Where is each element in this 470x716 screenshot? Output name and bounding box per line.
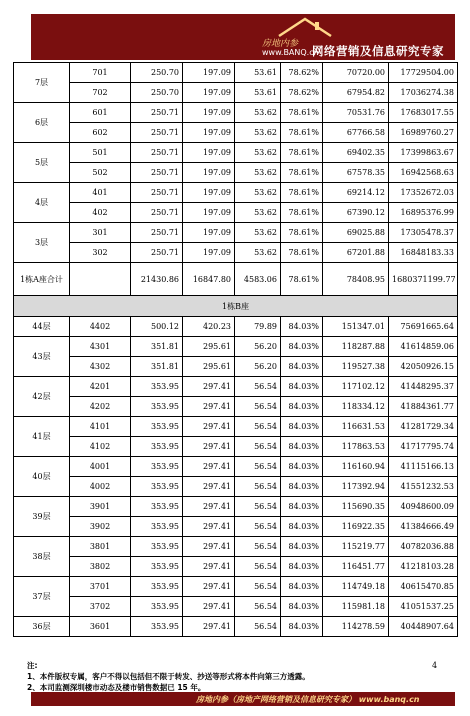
value-cell: 117392.94 <box>323 477 389 497</box>
table-row <box>14 577 458 597</box>
value-cell: 41614859.06 <box>389 337 458 357</box>
table-row <box>14 517 458 537</box>
value-cell: 70720.00 <box>323 63 389 83</box>
unit-cell: 601 <box>70 103 131 123</box>
value-cell: 84.03% <box>281 377 323 397</box>
value-cell: 17036274.38 <box>389 83 458 103</box>
price-table <box>13 62 458 637</box>
value-cell: 84.03% <box>281 477 323 497</box>
value-cell: 41717795.74 <box>389 437 458 457</box>
unit-cell: 602 <box>70 123 131 143</box>
value-cell: 41384666.49 <box>389 517 458 537</box>
value-cell: 17305478.37 <box>389 223 458 243</box>
floor-cell: 38层 <box>14 537 70 577</box>
value-cell: 41551232.53 <box>389 477 458 497</box>
value-cell: 84.03% <box>281 397 323 417</box>
value-cell: 84.03% <box>281 597 323 617</box>
value-cell: 297.41 <box>183 577 235 597</box>
value-cell: 53.62 <box>235 163 281 183</box>
value-cell: 84.03% <box>281 437 323 457</box>
value-cell: 353.95 <box>131 477 183 497</box>
value-cell: 53.61 <box>235 63 281 83</box>
value-cell: 351.81 <box>131 357 183 377</box>
unit-cell: 4001 <box>70 457 131 477</box>
value-cell: 84.03% <box>281 497 323 517</box>
unit-cell: 3801 <box>70 537 131 557</box>
value-cell: 119527.38 <box>323 357 389 377</box>
table-row <box>14 83 458 103</box>
value-cell: 56.20 <box>235 357 281 377</box>
floor-cell: 42层 <box>14 377 70 417</box>
value-cell: 297.41 <box>183 497 235 517</box>
value-cell: 118287.88 <box>323 337 389 357</box>
floor-cell: 36层 <box>14 617 70 637</box>
unit-cell: 3601 <box>70 617 131 637</box>
value-cell: 78.62% <box>281 63 323 83</box>
total-value: 21430.86 <box>131 263 183 296</box>
value-cell: 116160.94 <box>323 457 389 477</box>
footer-notes <box>27 660 310 693</box>
value-cell: 297.41 <box>183 557 235 577</box>
table-row <box>14 477 458 497</box>
value-cell: 197.09 <box>183 203 235 223</box>
page-number: 4 <box>432 661 438 670</box>
value-cell: 53.62 <box>235 123 281 143</box>
value-cell: 69402.35 <box>323 143 389 163</box>
value-cell: 56.54 <box>235 437 281 457</box>
table-row <box>14 143 458 163</box>
value-cell: 297.41 <box>183 537 235 557</box>
note-1: 1、本件版权专属，客户不得以包括但不限于转发、抄送等形式将本件向第三方透露。 <box>27 672 310 681</box>
value-cell: 116922.35 <box>323 517 389 537</box>
table-row <box>14 397 458 417</box>
value-cell: 197.09 <box>183 103 235 123</box>
value-cell <box>70 263 131 296</box>
value-cell: 16942568.63 <box>389 163 458 183</box>
floor-cell: 43层 <box>14 337 70 377</box>
value-cell: 295.61 <box>183 337 235 357</box>
value-cell: 197.09 <box>183 223 235 243</box>
table-row <box>14 437 458 457</box>
value-cell: 250.71 <box>131 243 183 263</box>
floor-cell: 3层 <box>14 223 70 263</box>
value-cell: 115981.18 <box>323 597 389 617</box>
value-cell: 84.03% <box>281 357 323 377</box>
value-cell: 197.09 <box>183 143 235 163</box>
unit-cell: 302 <box>70 243 131 263</box>
value-cell: 351.81 <box>131 337 183 357</box>
floor-cell: 41层 <box>14 417 70 457</box>
value-cell: 297.41 <box>183 617 235 637</box>
table-row <box>14 63 458 83</box>
total-label: 1栋A座合计 <box>14 263 70 296</box>
floor-cell: 39层 <box>14 497 70 537</box>
value-cell: 67766.58 <box>323 123 389 143</box>
value-cell: 67954.82 <box>323 83 389 103</box>
total-value: 1680371199.77 <box>389 263 458 296</box>
value-cell: 53.61 <box>235 83 281 103</box>
value-cell: 56.54 <box>235 497 281 517</box>
value-cell: 353.95 <box>131 557 183 577</box>
value-cell: 353.95 <box>131 437 183 457</box>
total-row <box>14 263 458 296</box>
notes-label: 注: <box>27 661 38 670</box>
table-row <box>14 203 458 223</box>
value-cell: 53.62 <box>235 143 281 163</box>
value-cell: 41115166.13 <box>389 457 458 477</box>
value-cell: 500.12 <box>131 317 183 337</box>
value-cell: 78.61% <box>281 143 323 163</box>
table-row <box>14 497 458 517</box>
value-cell: 17729504.00 <box>389 63 458 83</box>
total-value: 16847.80 <box>183 263 235 296</box>
value-cell: 115690.35 <box>323 497 389 517</box>
unit-cell: 3702 <box>70 597 131 617</box>
value-cell: 67201.88 <box>323 243 389 263</box>
value-cell: 250.71 <box>131 163 183 183</box>
value-cell: 197.09 <box>183 163 235 183</box>
value-cell: 353.95 <box>131 597 183 617</box>
value-cell: 41884361.77 <box>389 397 458 417</box>
table-row <box>14 123 458 143</box>
total-value: 4583.06 <box>235 263 281 296</box>
value-cell: 297.41 <box>183 517 235 537</box>
value-cell: 84.03% <box>281 317 323 337</box>
value-cell: 70531.76 <box>323 103 389 123</box>
value-cell: 53.62 <box>235 203 281 223</box>
value-cell: 84.03% <box>281 417 323 437</box>
table-row <box>14 597 458 617</box>
value-cell: 17352672.03 <box>389 183 458 203</box>
value-cell: 353.95 <box>131 577 183 597</box>
value-cell: 53.62 <box>235 103 281 123</box>
value-cell: 297.41 <box>183 417 235 437</box>
section-row <box>14 296 458 317</box>
total-value: 78.61% <box>281 263 323 296</box>
unit-cell: 3701 <box>70 577 131 597</box>
value-cell: 250.70 <box>131 63 183 83</box>
value-cell: 353.95 <box>131 617 183 637</box>
value-cell: 84.03% <box>281 617 323 637</box>
value-cell: 84.03% <box>281 557 323 577</box>
value-cell: 197.09 <box>183 83 235 103</box>
logo-url: www.BANQ.cn <box>262 48 319 57</box>
value-cell: 56.54 <box>235 477 281 497</box>
table-row <box>14 377 458 397</box>
value-cell: 56.54 <box>235 617 281 637</box>
value-cell: 56.54 <box>235 417 281 437</box>
value-cell: 56.54 <box>235 517 281 537</box>
table-row <box>14 103 458 123</box>
value-cell: 297.41 <box>183 397 235 417</box>
value-cell: 67578.35 <box>323 163 389 183</box>
unit-cell: 3802 <box>70 557 131 577</box>
value-cell: 16848183.33 <box>389 243 458 263</box>
logo-name: 房地内参 <box>262 39 299 49</box>
value-cell: 78.62% <box>281 83 323 103</box>
value-cell: 78.61% <box>281 223 323 243</box>
value-cell: 78.61% <box>281 243 323 263</box>
floor-cell: 5层 <box>14 143 70 183</box>
table-row <box>14 163 458 183</box>
unit-cell: 401 <box>70 183 131 203</box>
value-cell: 353.95 <box>131 457 183 477</box>
value-cell: 297.41 <box>183 457 235 477</box>
value-cell: 53.62 <box>235 243 281 263</box>
unit-cell: 4302 <box>70 357 131 377</box>
value-cell: 117102.12 <box>323 377 389 397</box>
value-cell: 17683017.55 <box>389 103 458 123</box>
value-cell: 41281729.34 <box>389 417 458 437</box>
value-cell: 297.41 <box>183 477 235 497</box>
unit-cell: 701 <box>70 63 131 83</box>
value-cell: 353.95 <box>131 517 183 537</box>
table-row <box>14 337 458 357</box>
value-cell: 353.95 <box>131 497 183 517</box>
table-row <box>14 417 458 437</box>
value-cell: 84.03% <box>281 517 323 537</box>
value-cell: 56.54 <box>235 597 281 617</box>
value-cell: 197.09 <box>183 243 235 263</box>
value-cell: 197.09 <box>183 183 235 203</box>
value-cell: 250.70 <box>131 83 183 103</box>
unit-cell: 4201 <box>70 377 131 397</box>
table-row <box>14 183 458 203</box>
value-cell: 40448907.64 <box>389 617 458 637</box>
header-title: 网络营销及信息研究专家 <box>312 44 444 58</box>
unit-cell: 502 <box>70 163 131 183</box>
value-cell: 116631.53 <box>323 417 389 437</box>
value-cell: 151347.01 <box>323 317 389 337</box>
value-cell: 69214.12 <box>323 183 389 203</box>
section-title: 1栋B座 <box>14 296 458 317</box>
floor-cell: 7层 <box>14 63 70 103</box>
value-cell: 295.61 <box>183 357 235 377</box>
value-cell: 53.62 <box>235 183 281 203</box>
total-value: 78408.95 <box>323 263 389 296</box>
value-cell: 114749.18 <box>323 577 389 597</box>
note-2: 2、本司监测深圳楼市动态及楼市销售数据已 15 年。 <box>27 683 206 692</box>
unit-cell: 4002 <box>70 477 131 497</box>
value-cell: 41218103.28 <box>389 557 458 577</box>
value-cell: 78.61% <box>281 183 323 203</box>
floor-cell: 44层 <box>14 317 70 337</box>
unit-cell: 702 <box>70 83 131 103</box>
value-cell: 353.95 <box>131 377 183 397</box>
unit-cell: 4202 <box>70 397 131 417</box>
value-cell: 40948600.09 <box>389 497 458 517</box>
value-cell: 353.95 <box>131 417 183 437</box>
value-cell: 250.71 <box>131 123 183 143</box>
value-cell: 353.95 <box>131 537 183 557</box>
value-cell: 67390.12 <box>323 203 389 223</box>
value-cell: 40615470.85 <box>389 577 458 597</box>
value-cell: 114278.59 <box>323 617 389 637</box>
value-cell: 40782036.88 <box>389 537 458 557</box>
value-cell: 297.41 <box>183 597 235 617</box>
unit-cell: 301 <box>70 223 131 243</box>
floor-cell: 37层 <box>14 577 70 617</box>
value-cell: 78.61% <box>281 203 323 223</box>
footer-text: 房地内参（房地产网络营销及信息研究专家） www.banq.cn <box>196 695 420 704</box>
unit-cell: 4301 <box>70 337 131 357</box>
table-row <box>14 537 458 557</box>
floor-cell: 4层 <box>14 183 70 223</box>
floor-cell: 40层 <box>14 457 70 497</box>
table-row <box>14 557 458 577</box>
value-cell: 84.03% <box>281 337 323 357</box>
value-cell: 56.54 <box>235 377 281 397</box>
table-row <box>14 317 458 337</box>
value-cell: 250.71 <box>131 143 183 163</box>
table-row <box>14 457 458 477</box>
value-cell: 17399863.67 <box>389 143 458 163</box>
unit-cell: 4402 <box>70 317 131 337</box>
value-cell: 250.71 <box>131 223 183 243</box>
value-cell: 250.71 <box>131 183 183 203</box>
value-cell: 78.61% <box>281 163 323 183</box>
unit-cell: 501 <box>70 143 131 163</box>
value-cell: 56.54 <box>235 557 281 577</box>
value-cell: 250.71 <box>131 203 183 223</box>
value-cell: 78.61% <box>281 103 323 123</box>
table-row <box>14 223 458 243</box>
value-cell: 250.71 <box>131 103 183 123</box>
value-cell: 56.54 <box>235 537 281 557</box>
value-cell: 53.62 <box>235 223 281 243</box>
value-cell: 56.54 <box>235 577 281 597</box>
table-row <box>14 243 458 263</box>
value-cell: 197.09 <box>183 123 235 143</box>
value-cell: 42050926.15 <box>389 357 458 377</box>
value-cell: 297.41 <box>183 377 235 397</box>
value-cell: 79.89 <box>235 317 281 337</box>
unit-cell: 4102 <box>70 437 131 457</box>
value-cell: 297.41 <box>183 437 235 457</box>
value-cell: 16895376.99 <box>389 203 458 223</box>
value-cell: 69025.88 <box>323 223 389 243</box>
unit-cell: 3901 <box>70 497 131 517</box>
value-cell: 115219.77 <box>323 537 389 557</box>
unit-cell: 4101 <box>70 417 131 437</box>
value-cell: 117863.53 <box>323 437 389 457</box>
value-cell: 353.95 <box>131 397 183 417</box>
value-cell: 56.54 <box>235 397 281 417</box>
value-cell: 41448295.37 <box>389 377 458 397</box>
value-cell: 75691665.64 <box>389 317 458 337</box>
value-cell: 56.20 <box>235 337 281 357</box>
value-cell: 56.54 <box>235 457 281 477</box>
value-cell: 16989760.27 <box>389 123 458 143</box>
value-cell: 420.23 <box>183 317 235 337</box>
floor-cell: 6层 <box>14 103 70 143</box>
value-cell: 116451.77 <box>323 557 389 577</box>
unit-cell: 402 <box>70 203 131 223</box>
value-cell: 118334.12 <box>323 397 389 417</box>
table-row <box>14 617 458 637</box>
house-logo-icon <box>275 16 335 38</box>
value-cell: 197.09 <box>183 63 235 83</box>
value-cell: 84.03% <box>281 577 323 597</box>
unit-cell: 3902 <box>70 517 131 537</box>
value-cell: 84.03% <box>281 457 323 477</box>
value-cell: 41051537.25 <box>389 597 458 617</box>
table-row <box>14 357 458 377</box>
value-cell: 78.61% <box>281 123 323 143</box>
value-cell: 84.03% <box>281 537 323 557</box>
